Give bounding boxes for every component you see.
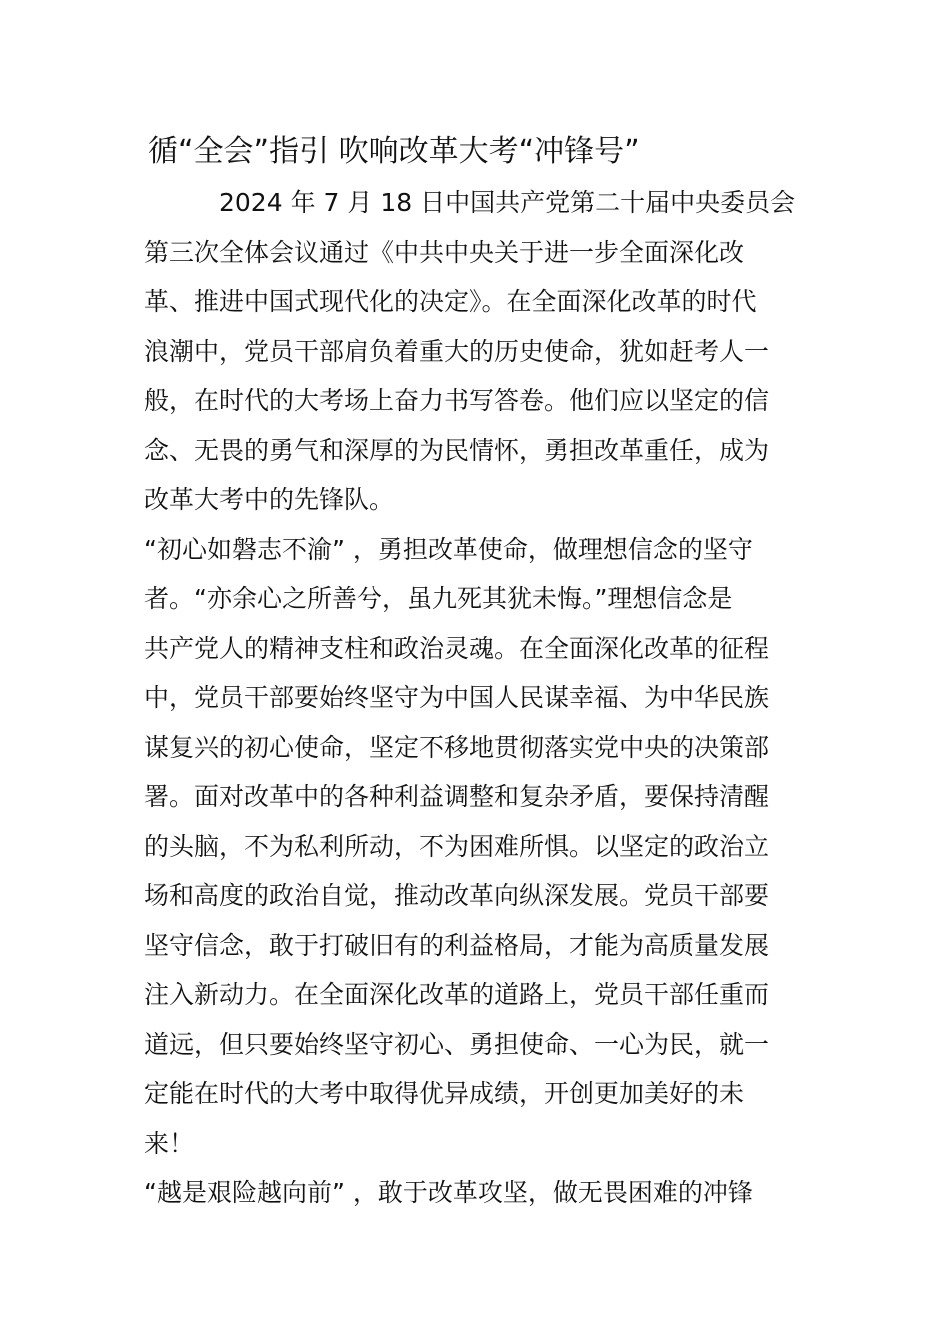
text-line: 共产党人的精神支柱和政治灵魂。在全面深化改革的征程 bbox=[144, 633, 770, 663]
document-body bbox=[144, 178, 808, 1218]
text-line: “初心如磐志不渝” ，勇担改革使命，做理想信念的坚守 bbox=[144, 534, 753, 564]
text-line: 中，党员干部要始终坚守为中国人民谋幸福、为中华民族 bbox=[144, 683, 770, 712]
text-line: 坚守信念，敢于打破旧有的利益格局，才能为高质量发展 bbox=[144, 930, 770, 960]
text-line: 2024 年 7 月 18 日中国共产党第二十届中央委员会 bbox=[144, 188, 796, 217]
paragraph-2 bbox=[144, 525, 808, 1169]
paragraph-3 bbox=[144, 1168, 808, 1218]
text-line: 浪潮中，党员干部肩负着重大的历史使命，犹如赶考人一 bbox=[144, 336, 770, 366]
paragraph-1 bbox=[144, 178, 808, 525]
text-line: 署。面对改革中的各种利益调整和复杂矛盾，要保持清醒 bbox=[144, 782, 770, 811]
text-line: 注入新动力。在全面深化改革的道路上，党员干部任重而 bbox=[144, 980, 770, 1009]
text-line: 的头脑，不为私利所动，不为困难所惧。以坚定的政治立 bbox=[144, 831, 770, 861]
document-title: 循“全会”指引 吹响改革大考“冲锋号” bbox=[148, 134, 640, 169]
text-line: 改革大考中的先锋队。 bbox=[144, 485, 395, 514]
text-line: 道远，但只要始终坚守初心、勇担使命、一心为民，就一 bbox=[144, 1029, 770, 1059]
text-line: 般，在时代的大考场上奋力书写答卷。他们应以坚定的信 bbox=[144, 386, 770, 415]
text-line: “越是艰险越向前” ，敢于改革攻坚，做无畏困难的冲锋 bbox=[144, 1178, 753, 1207]
text-line: 来！ bbox=[144, 1128, 195, 1158]
text-line: 念、无畏的勇气和深厚的为民情怀，勇担改革重任，成为 bbox=[144, 435, 770, 465]
text-line: 谋复兴的初心使命，坚定不移地贯彻落实党中央的决策部 bbox=[144, 732, 770, 762]
text-line: 第三次全体会议通过《中共中央关于进一步全面深化改 bbox=[144, 237, 745, 267]
text-line: 场和高度的政治自觉，推动改革向纵深发展。党员干部要 bbox=[144, 881, 770, 910]
text-line: 定能在时代的大考中取得优异成绩，开创更加美好的未 bbox=[144, 1079, 745, 1108]
text-line: 者。“亦余心之所善兮，虽九死其犹未悔。”理想信念是 bbox=[144, 584, 733, 613]
text-line: 革、推进中国式现代化的决定》。在全面深化改革的时代 bbox=[144, 287, 757, 316]
